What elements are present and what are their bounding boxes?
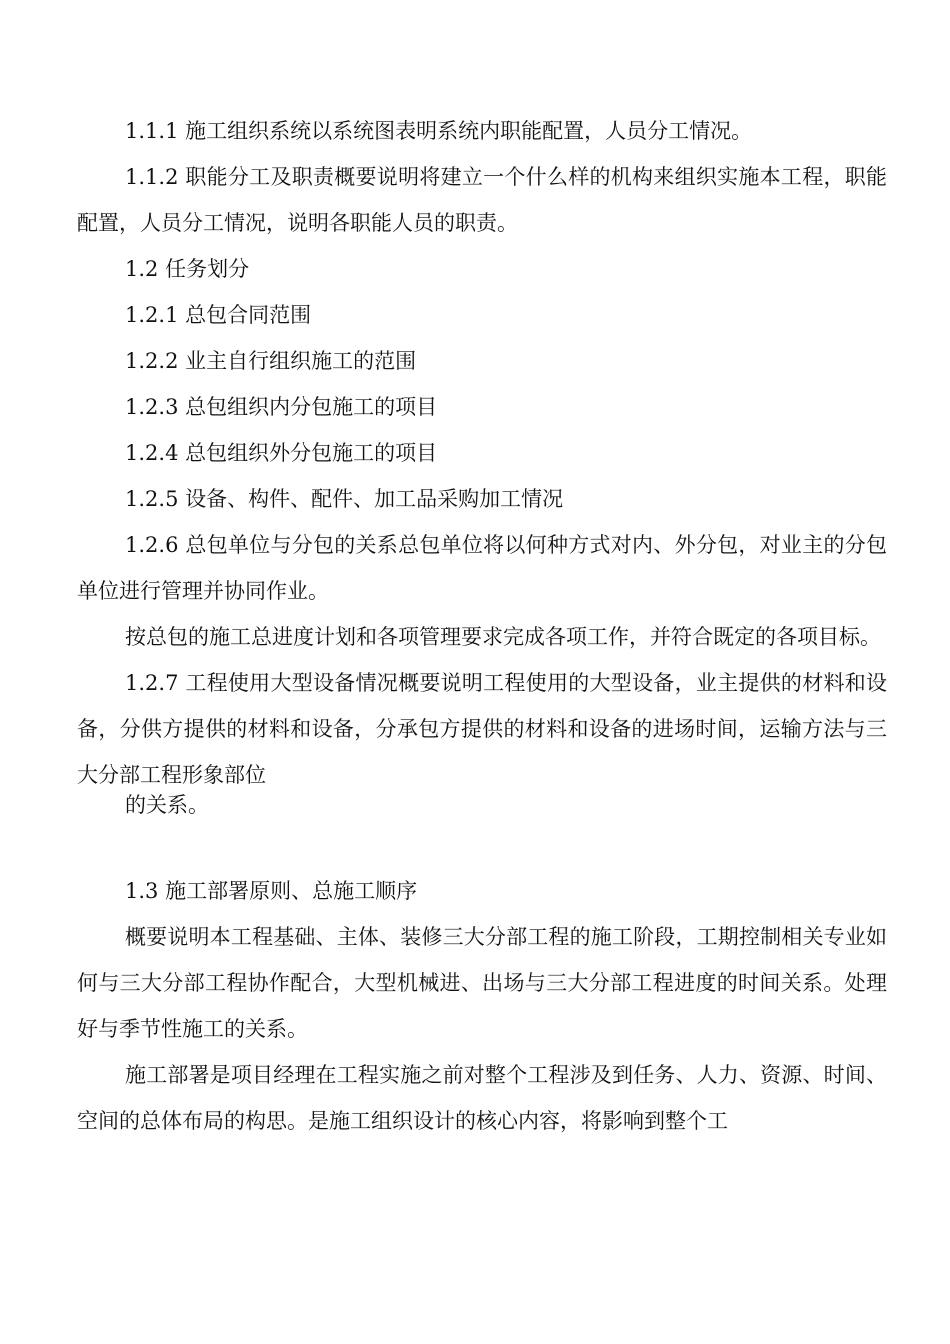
paragraph-1-2-4: 1.2.4 总包组织外分包施工的项目 [125, 441, 438, 465]
paragraph-1-1-2: 1.1.2 职能分工及职责概要说明将建立一个什么样的机构来组织实施本工程，职能配置，人员分工情况，说明各职能人员的职责。 [77, 165, 887, 235]
paragraph-1-2-1: 1.2.1 总包合同范围 [125, 303, 312, 327]
paragraph-1-2-6: 1.2.6 总包单位与分包的关系总包单位将以何种方式对内、外分包，对业主的分包单位进行管理并协同作业。 [77, 533, 887, 603]
section-spacer [77, 820, 887, 868]
paragraph-overview: 概要说明本工程基础、主体、装修三大分部工程的施工阶段，工期控制相关专业如何与三大分部工程协作配合，大型机械进、出场与三大分部工程进度的时间关系。处理好与季节性施工的关系。 [77, 925, 887, 1041]
paragraph-1-1-1: 1.1.1 施工组织系统以系统图表明系统内职能配置，人员分工情况。 [125, 119, 753, 143]
paragraph-general-contract: 按总包的施工总进度计划和各项管理要求完成各项工作，并符合既定的各项目标。 [125, 625, 881, 649]
heading-1-3: 1.3 施工部署原则、总施工顺序 [125, 879, 418, 903]
paragraph-1-2-2: 1.2.2 业主自行组织施工的范围 [125, 349, 417, 373]
document-body [77, 108, 887, 1144]
heading-1-2: 1.2 任务划分 [125, 257, 250, 281]
paragraph-deployment: 施工部署是项目经理在工程实施之前对整个工程涉及到任务、人力、资源、时间、空间的总体布局的构思。是施工组织设计的核心内容，将影响到整个工 [77, 1063, 887, 1133]
paragraph-1-2-7-continuation: 的关系。 [125, 793, 209, 817]
paragraph-1-2-5: 1.2.5 设备、构件、配件、加工品采购加工情况 [125, 487, 564, 511]
paragraph-1-2-3: 1.2.3 总包组织内分包施工的项目 [125, 395, 438, 419]
paragraph-1-2-7: 1.2.7 工程使用大型设备情况概要说明工程使用的大型设备，业主提供的材料和设备，分供方提供的材料和设备，分承包方提供的材料和设备的进场时间，运输方法与三大分部工程形象部位 [77, 671, 887, 787]
